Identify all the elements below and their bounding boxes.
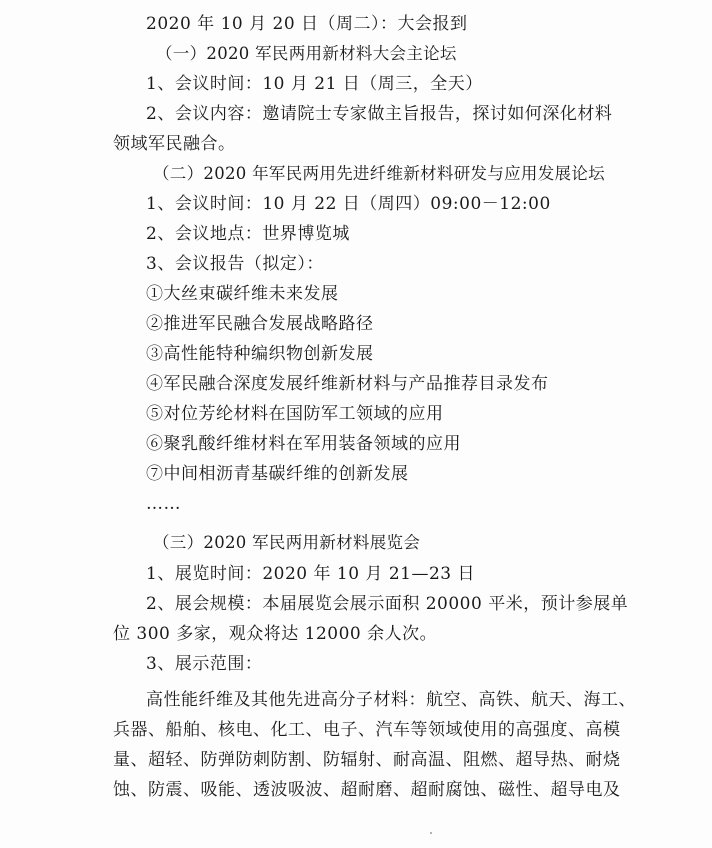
section2-title: （二）2020 年军民两用先进纤维新材料研发与应用发展论坛 [153, 164, 605, 183]
report-item: ⑤对位芳纶材料在国防军工领域的应用 [146, 404, 444, 424]
section2-reports-label: 3、会议报告（拟定）： [146, 254, 324, 274]
report-item: ⑥聚乳酸纤维材料在军用装备领域的应用 [146, 434, 461, 454]
report-item: ④军民融合深度发展纤维新材料与产品推荐目录发布 [146, 374, 549, 394]
section2-time: 1、会议时间：10 月 22 日（周四）09:00－12:00 [146, 194, 551, 214]
reports-ellipsis: …… [146, 494, 181, 514]
report-item: ②推进军民融合发展战略路径 [146, 314, 374, 334]
section1-time: 1、会议时间：10 月 21 日（周三，全天） [146, 74, 483, 94]
scope-line: 量、超轻、防弹防刺防割、防辐射、耐高温、阻燃、超导热、耐烧 [113, 750, 621, 770]
section3-scale-line1: 2、展会规模：本届展览会展示面积 20000 平米，预计参展单 [146, 594, 629, 614]
scope-line: 蚀、防震、吸能、透波吸波、超耐磨、超耐腐蚀、磁性、超导电及 [113, 780, 621, 800]
section1-content-line1: 2、会议内容：邀请院士专家做主旨报告，探讨如何深化材料 [146, 104, 613, 124]
section3-scale-line2: 位 300 多家，观众将达 12000 余人次。 [113, 624, 438, 644]
report-item: ⑦中间相沥青基碳纤维的创新发展 [146, 464, 409, 484]
report-item: ①大丝束碳纤维未来发展 [146, 284, 339, 304]
scan-speck [430, 832, 432, 834]
day-header: 2020 年 10 月 20 日（周二）：大会报到 [146, 14, 468, 34]
section3-time: 1、展览时间：2020 年 10 月 21—23 日 [146, 564, 475, 584]
section3-scope-label: 3、展示范围： [146, 654, 263, 674]
section1-content-line2: 领域军民融合。 [113, 134, 236, 154]
section3-title: （三）2020 军民两用新材料展览会 [153, 533, 421, 552]
section1-title: （一）2020 军民两用新材料大会主论坛 [156, 44, 457, 63]
scope-line: 高性能纤维及其他先进高分子材料：航空、高铁、航天、海工、 [146, 690, 636, 710]
scope-line: 兵器、船舶、核电、化工、电子、汽车等领域使用的高强度、高模 [113, 720, 621, 740]
report-item: ③高性能特种编织物创新发展 [146, 344, 374, 364]
section2-location: 2、会议地点：世界博览城 [146, 224, 350, 244]
